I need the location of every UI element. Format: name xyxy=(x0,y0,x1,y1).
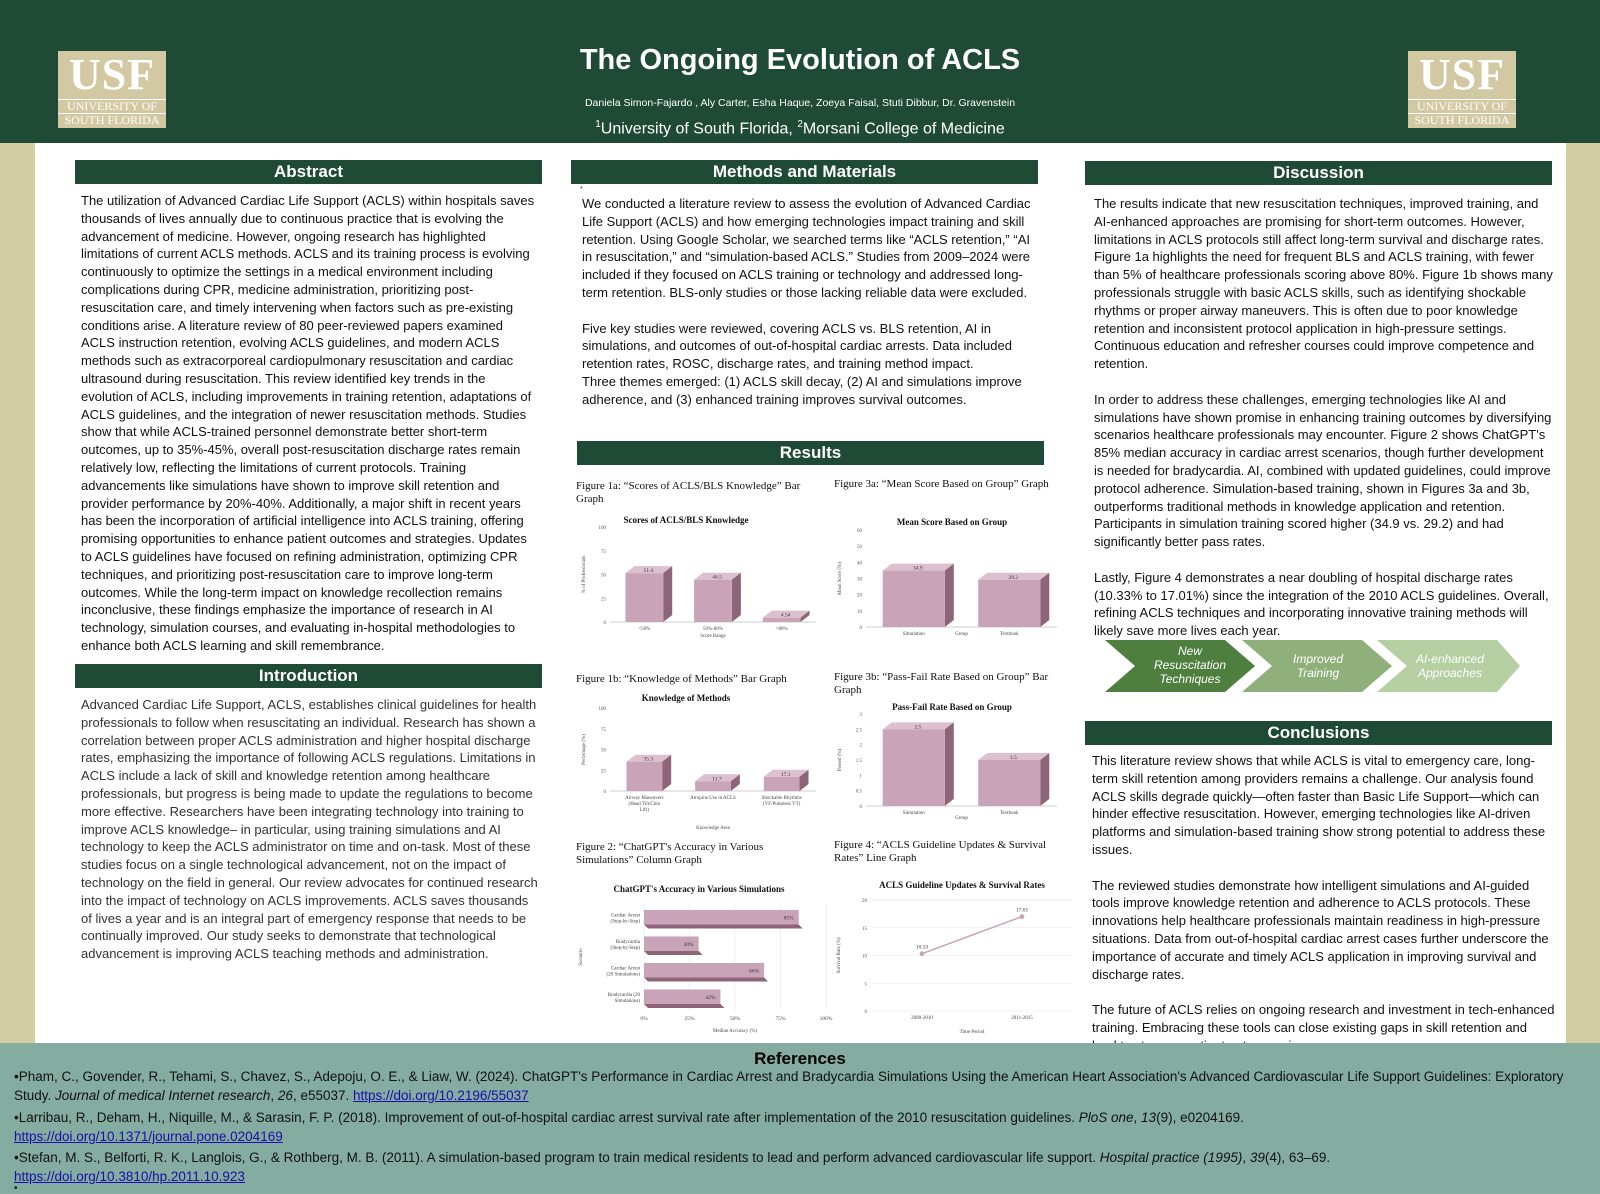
bar xyxy=(978,580,1040,627)
reference-trailing-bullet: • xyxy=(14,1183,18,1194)
y-tick-label: 0 xyxy=(864,1010,867,1015)
bar xyxy=(883,729,945,806)
data-label: 34.9 xyxy=(912,565,923,572)
reference-1: •Pham, C., Govender, R., Tehami, S., Chavez, S., Adepoju, O. E., & Liaw, W. (2024). ChatGPT's Performance in Cardiac Arrest and Bradycardia Simulations Using the American Heart Association's Advanced Cardiovascular Life Support Guidelines: Exploratory Study. Journal of medical Internet research, 26, e55037. https://doi.org/10.2196/55037 xyxy=(14,1069,1564,1103)
x-axis-label: Knowledge Area xyxy=(696,826,730,831)
x-tick-label: 50%-80% xyxy=(703,627,723,632)
y-axis-label: Survival Rate (%) xyxy=(837,937,842,974)
data-point xyxy=(1020,914,1025,919)
bar-side xyxy=(945,722,954,806)
y-tick-label: (Step-by-Step) xyxy=(610,919,640,925)
x-tick-label: Simulation xyxy=(902,811,925,816)
reference-1-link[interactable]: https://doi.org/10.2196/55037 xyxy=(353,1088,529,1103)
y-tick-label: (20 Simulations) xyxy=(606,972,640,978)
data-label: 17.01 xyxy=(1015,907,1029,914)
y-tick-label: 40 xyxy=(857,561,862,567)
bar-side xyxy=(1040,573,1049,627)
chart-title: ChatGPT's Accuracy in Various Simulations xyxy=(613,884,785,894)
usf-logo-right: USF UNIVERSITY OF SOUTH FLORIDA xyxy=(1408,51,1516,128)
y-tick-label: 25 xyxy=(601,597,606,603)
bar-side xyxy=(663,566,672,622)
y-tick-label: 0.5 xyxy=(855,789,862,795)
y-tick-label: 10 xyxy=(857,609,862,615)
discussion-p1: The results indicate that new resuscitation techniques, improved training, and AI-enhanced approaches are promising for short-term outcomes. However, limitations in ACLS protocols still affect long-term survival and discharge rates. Figure 1a highlights the need for frequent BLS and ACLS training, with fewer than 5% of healthcare professionals scoring above 80%. Figure 1b shows many professionals struggle with basic ACLS skills, such as identifying shockable rhythms or proper airway maneuvers. This is often due to poor knowledge retention and inconsistent protocol application in high-pressure settings. Continuous education and refresher courses could improve competence and retention. xyxy=(1094,196,1553,372)
x-tick-label: 2011-2015 xyxy=(1011,1016,1033,1021)
y-tick-label: 75 xyxy=(601,727,606,733)
reference-3-link[interactable]: https://doi.org/10.3810/hp.2011.10.923 xyxy=(14,1169,245,1184)
y-tick-label: 0 xyxy=(603,790,606,795)
bar-side xyxy=(1040,753,1049,806)
y-tick-label: 1 xyxy=(859,774,862,780)
bar xyxy=(644,910,799,925)
svg-text:Techniques: Techniques xyxy=(1159,672,1221,686)
svg-text:AI-enhanced: AI-enhanced xyxy=(1415,652,1485,666)
bar-shadow xyxy=(644,1004,724,1008)
data-label: 10.33 xyxy=(915,944,929,951)
y-tick-label: 100 xyxy=(598,526,606,531)
series-line xyxy=(922,917,1022,954)
x-axis-label: Group xyxy=(955,816,968,821)
abstract-text: The utilization of Advanced Cardiac Life Support (ACLS) within hospitals saves thousands of lives annually due to continuous practice that is evolving the advancement of medicine. However, ongoing research has highlighted limitations of current ACLS methods. ACLS and its training process is evolving continuously to optimize the settings in a medical environment including complications during CPR, medicine administration, prioritizing post-resuscitation care, and timely intervening when factors such as pre-existing conditions arise. A literature review of 80 peer-reviewed papers examined ACLS instruction retention, evolving ACLS guidelines, and modern ACLS methods such as extracorporeal cardiopulmonary resuscitation and cardiac ultrasound during resuscitation. This review identified key trends in the evolution of ACLS, including improvements in training retention, adaptations of ACLS guidelines, and the integration of newer resuscitation methods. Studies show that while ACLS-trained personnel demonstrate better short-term outcomes, up to 35%-45%, overall post-resuscitation discharge rates remain relatively low, reflecting the limitations of current protocols. Training advancements like simulations have shown to improve skill retention and provider performance by 20%-40%. Additionally, a major shift in recent years has been the incorporation of artificial intelligence into ACLS training, offering promising opportunities to enhance patient outcomes and strategies. Updates to ACLS guidelines have focused on refining administration, optimizing CPR techniques, and prioritizing post-resuscitation care to improve long-term outcomes. While the long-term impact on knowledge recollection remains inconclusive, these findings emphasize the importance of research in AI technology, simulation courses, and evaluating in-hospital methodologies to enhance both ACLS learning and skill remembrance. xyxy=(81,193,535,653)
chart-title: Scores of ACLS/BLS Knowledge xyxy=(623,515,749,525)
y-tick-label: 15 xyxy=(862,926,867,932)
reference-3: •Stefan, M. S., Belforti, R. K., Langlois, G., & Rothberg, M. B. (2011). A simulation-based program to train medical residents to lead and perform advanced cardiovascular life support. Hospital practice (1995), 39(4), 63–69. https://doi.org/10.3810/hp.2011.10.923 xyxy=(14,1150,1331,1184)
methods-p1: We conducted a literature review to assess the evolution of Advanced Cardiac Life Support (ACLS) and how emerging technologies impact training and skill retention. Using Google Scholar, we searched terms like “ACLS retention,” “AI in resuscitation,” and “simulation-based ACLS.” Studies from 2009–2024 were included if they focused on ACLS training or technology and addressed long-term retention. BLS-only studies or those lacking reliable data were excluded. xyxy=(582,196,1031,300)
svg-text:Approaches: Approaches xyxy=(1417,666,1483,680)
discussion-p2: In order to address these challenges, emerging technologies like AI and simulations have shown promise in enhancing training outcomes by diversifying scenarios healthcare professionals may encounter. Figure 2 shows ChatGPT's 85% median accuracy in cardiac arrest scenarios, though further development is needed for bradycardia. AI, combined with updated guidelines, could improve protocol adherence. Simulation-based training, shown in Figures 3a and 3b, outperforms traditional methods in knowledge application and retention. Participants in simulation training scored higher (34.9 vs. 29.2) and had significantly better pass rates. xyxy=(1094,391,1552,550)
y-tick-label: 30 xyxy=(857,577,862,583)
x-tick-label: 0% xyxy=(640,1016,648,1022)
x-tick-label: 25% xyxy=(684,1016,695,1022)
abstract-heading: Abstract xyxy=(75,160,542,184)
conclusions-p2: The reviewed studies demonstrate how intelligent simulations and AI-guided tools improve knowledge retention and adherence to ACLS protocols. These innovations help healthcare professionals maintain readiness in high-pressure situations. Data from out-of-hospital cardiac arrest cases further underscore the importance of accurate and timely ACLS application in improving survival and discharge rates. xyxy=(1092,877,1549,982)
y-axis-label: Passed (%) xyxy=(838,748,843,772)
reference-2: •Larribau, R., Deham, H., Niquille, M., & Sarasin, F. P. (2018). Improvement of out-of-hospital cardiac arrest survival rate after implementation of the 2010 resuscitation guidelines. PloS one, 13(9), e0204169. https://doi.org/10.1371/journal.pone.0204169 xyxy=(14,1110,1244,1144)
bar xyxy=(764,777,800,791)
bar-side xyxy=(732,573,741,622)
x-tick-label: >80% xyxy=(775,627,788,632)
x-tick-label: Lift) xyxy=(639,808,649,813)
x-tick-label: (VF/Pulseless VT) xyxy=(763,802,801,807)
methods-heading: Methods and Materials xyxy=(571,160,1038,184)
bar-shadow xyxy=(644,925,803,929)
fig3a-chart xyxy=(832,517,1072,652)
fig2-caption: Figure 2: “ChatGPT's Accuracy in Various Simulations” Column Graph xyxy=(576,841,764,866)
x-axis-label: Score Range xyxy=(700,634,726,639)
discussion-heading: Discussion xyxy=(1085,161,1552,185)
y-tick-label: 0 xyxy=(859,626,862,631)
y-tick-label: 20 xyxy=(857,593,862,599)
discussion-text xyxy=(1094,195,1554,640)
x-tick-label: 2000-2010 xyxy=(911,1016,933,1021)
x-axis-label: Median Accuracy (%) xyxy=(712,1029,758,1034)
x-tick-label: Airway Maneuvers xyxy=(625,796,664,801)
y-axis-label: Mean Score (%) xyxy=(838,562,843,595)
bar xyxy=(644,963,764,978)
data-point xyxy=(920,951,925,956)
conclusions-p1: This literature review shows that while ACLS is vital to emergency care, long-term skill retention among providers remains a challenge. Our analysis found ACLS skills degrade quickly—often faster than Basic Life Support—which can hinder effective resuscitation. However, emerging technologies like AI-driven platforms and simulation-based training show strong potential to address these issues. xyxy=(1092,753,1546,857)
x-tick-label: Shockable Rhythms xyxy=(761,796,802,801)
y-tick-label: 50 xyxy=(601,748,606,754)
fig1b-chart xyxy=(576,693,826,838)
y-tick-label: 0 xyxy=(859,805,862,810)
results-heading: Results xyxy=(577,441,1044,465)
fig3b-caption: Figure 3b: “Pass-Fail Rate Based on Group” Bar Graph xyxy=(834,671,1049,696)
references-heading: References xyxy=(754,1049,846,1068)
y-axis-label: Scenario xyxy=(579,948,584,966)
conclusions-p3: The future of ACLS relies on ongoing research and investment in tech-enhanced training. Embracing these tools can close existing gaps in skill retention and xyxy=(1092,1002,1555,1035)
bar-shadow xyxy=(644,978,768,982)
y-tick-label: 10 xyxy=(862,954,867,960)
data-label: 44.5 xyxy=(712,574,722,581)
bar xyxy=(626,762,662,791)
data-label: 35.3 xyxy=(643,756,654,763)
fig4-chart xyxy=(832,876,1077,1041)
y-tick-label: 5 xyxy=(864,982,867,988)
data-label: 11.7 xyxy=(712,776,722,783)
svg-text:Improved: Improved xyxy=(1292,652,1344,666)
svg-text:Resuscitation: Resuscitation xyxy=(1153,658,1227,672)
chart-title: Mean Score Based on Group xyxy=(896,517,1008,527)
x-tick-label: Textbook xyxy=(999,632,1019,637)
y-tick-label: 100 xyxy=(598,707,606,712)
data-label: 2.5 xyxy=(914,724,922,731)
bar xyxy=(625,573,663,622)
x-tick-label: (Head Tilt/Chin xyxy=(628,802,661,807)
authors: Daniela Simon-Fajardo , Aly Carter, Esha Haque, Zoeya Faisal, Stuti Dibbur, Dr. Gravenstein xyxy=(584,97,1016,109)
data-label: 42% xyxy=(705,994,716,1001)
data-label: 17.1 xyxy=(780,771,791,778)
x-axis-label: Time Period xyxy=(959,1030,985,1035)
reference-2-link[interactable]: https://doi.org/10.1371/journal.pone.0204169 xyxy=(14,1129,283,1144)
x-tick-label: Textbook xyxy=(999,811,1019,816)
fig3b-chart xyxy=(832,703,1072,833)
affiliations: $^1$University of South Florida, $^2$Morsani College of Medicine xyxy=(595,119,1005,138)
y-axis-label: % of Professionals xyxy=(582,555,587,594)
discussion-p3: Lastly, Figure 4 demonstrates a near doubling of hospital discharge rates (10.33% to 17.01%) since the integration of the 2010 ACLS guidelines. Overall, refining ACLS techniques and incorporating innovative training methods will likely save more lives each year. xyxy=(1094,569,1549,639)
bar xyxy=(694,580,732,622)
introduction-heading: Introduction xyxy=(75,664,542,688)
y-tick-label: 50 xyxy=(601,573,606,579)
x-tick-label: 75% xyxy=(775,1016,786,1022)
y-tick-label: 60 xyxy=(857,529,862,534)
chart-title: Knowledge of Methods xyxy=(641,693,731,703)
y-tick-label: 2.5 xyxy=(855,728,862,734)
bar-side xyxy=(945,564,954,627)
y-tick-label: 2 xyxy=(859,743,862,749)
data-label: 51.4 xyxy=(643,568,654,575)
svg-text:Training: Training xyxy=(1296,666,1340,680)
methods-mark: * xyxy=(580,186,583,193)
y-axis-label: Percentage (%) xyxy=(582,734,587,765)
methods-p2: Five key studies were reviewed, covering ACLS vs. BLS retention, AI in simulations, and outcomes of out-of-hospital cardiac arrests. Data included retention rates, ROSC, discharge rates, and training method impact. xyxy=(582,320,1012,372)
y-tick-label: (Step-by-Step) xyxy=(610,945,640,951)
x-tick-label: <50% xyxy=(638,627,651,632)
methods-text xyxy=(582,195,1042,430)
y-tick-label: Simulations) xyxy=(614,998,640,1004)
methods-p3: Three themes emerged: (1) ACLS skill decay, (2) AI and simulations improve adherence, and (3) enhanced training improves survival outcomes. xyxy=(582,373,1022,407)
y-tick-label: 25 xyxy=(601,769,606,775)
x-tick-label: 50% xyxy=(729,1016,741,1022)
fig1a-chart xyxy=(576,515,826,660)
data-label: 4.54 xyxy=(780,612,791,619)
y-tick-label: Cardiac Arrest xyxy=(610,966,640,972)
introduction-text: Advanced Cardiac Life Support, ACLS, establishes clinical guidelines for health professionals to follow when resuscitating an individual. Research has shown a correlation between proper ACLS administration and higher hospital discharge rates, emphasizing the importance of following ACLS regulations. Limitations in ACLS include a lack of skill and knowledge retention among healthcare professionals, but progress is being made to update the regulations to become more effective. Researchers have been integrating technology into training to improve ACLS knowledge– in particular, using training simulations and AI technology to keep the ACLS administrator on time and on-task. Most of these studies focus on a single technological advancement, not on the impact of technology on the field in general. Our review advocates for continued research into the impact of technology on ACLS improvements. ACLS saves thousands of lives a year and is an integral part of emergency response that needs to be continually improved. Our study seeks to demonstrate that technological advancement is improving ACLS teaching methods and administration. xyxy=(81,697,538,962)
y-tick-label: 20 xyxy=(862,899,867,904)
process-chevrons xyxy=(1105,640,1525,692)
y-tick-label: 0 xyxy=(603,621,606,626)
fig3a-caption: Figure 3a: “Mean Score Based on Group” Graph xyxy=(834,478,1049,490)
poster-title: The Ongoing Evolution of ACLS xyxy=(579,44,1021,76)
bar xyxy=(695,781,731,791)
chart-title: Pass-Fail Rate Based on Group xyxy=(892,702,1012,712)
x-tick-label: Simulation xyxy=(902,632,925,637)
y-tick-label: 3 xyxy=(859,713,862,718)
x-tick-label: 100% xyxy=(819,1016,833,1022)
bar-shadow xyxy=(644,951,703,955)
y-tick-label: 50 xyxy=(857,545,862,551)
bar xyxy=(978,760,1040,806)
y-tick-label: 75 xyxy=(601,549,606,555)
y-tick-label: Bradycardia xyxy=(615,939,640,945)
fig1a-caption: Figure 1a: “Scores of ACLS/BLS Knowledge” Bar Graph xyxy=(576,480,801,505)
usf-logo-left: USF UNIVERSITY OF SOUTH FLORIDA xyxy=(58,51,166,128)
fig2-chart xyxy=(574,880,836,1045)
conclusions-text xyxy=(1092,752,1555,1043)
y-tick-label: Bradycardia (20 xyxy=(607,992,640,998)
data-label: 1.5 xyxy=(1009,755,1017,761)
x-tick-label: Atropine Use in ACLS xyxy=(690,796,736,801)
fig4-caption: Figure 4: “ACLS Guideline Updates & Survival Rates” Line Graph xyxy=(834,839,1047,864)
data-label: 66% xyxy=(749,968,760,975)
y-tick-label: Cardiac Arrest xyxy=(610,913,640,919)
fig1b-caption: Figure 1b: “Knowledge of Methods” Bar Graph xyxy=(576,673,787,685)
bar xyxy=(883,571,945,627)
data-label: 30% xyxy=(683,941,694,948)
chart-title: ACLS Guideline Updates & Survival Rates xyxy=(879,880,1045,890)
data-label: 85% xyxy=(783,915,794,922)
x-axis-label: Group xyxy=(955,632,968,637)
svg-text:New: New xyxy=(1177,644,1203,658)
data-label: 29.2 xyxy=(1008,574,1019,581)
y-tick-label: 1.5 xyxy=(855,759,862,764)
conclusions-heading: Conclusions xyxy=(1085,721,1552,745)
